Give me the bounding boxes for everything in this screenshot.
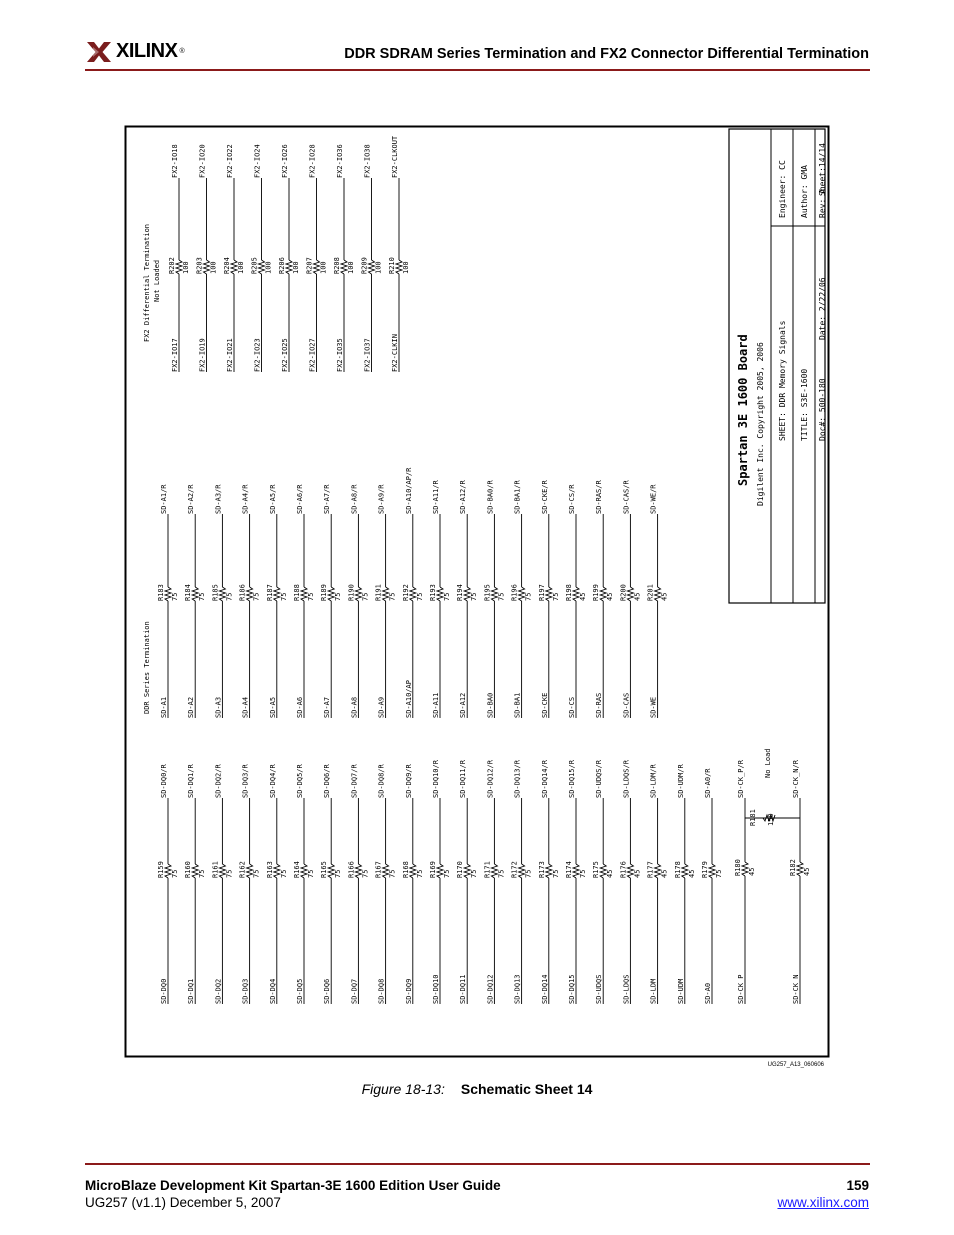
resistor-ref: R170	[456, 861, 465, 878]
resistor-ref: R188	[293, 584, 301, 601]
ddr-heading: DDR Series Termination	[143, 621, 151, 714]
resistor-ref: R208	[333, 257, 341, 274]
resistor-value: 45	[748, 867, 756, 876]
net-label-right: SD-A1/R	[160, 484, 168, 514]
net-label-right: SD-DQ3/R	[241, 764, 250, 798]
resistor-value: 100	[347, 261, 355, 274]
resistor-value: 75	[551, 869, 560, 878]
net-label-right: SD-DQ12/R	[486, 760, 495, 798]
resistor-ref: R207	[305, 257, 314, 274]
net-label-right: SD-DQ6/R	[323, 764, 332, 798]
resistor-ref: R198	[565, 584, 573, 601]
net-label-right: SD-RAS/R	[595, 480, 604, 514]
net-label-left: SD-DQ8	[377, 978, 386, 1004]
net-label-right: SD-LDM/R	[649, 764, 658, 798]
resistor-ref: R193	[429, 584, 437, 601]
figure-caption	[0, 1081, 954, 1097]
doc-number: Doc#: 500-180	[818, 378, 827, 441]
fx2-heading: FX2 Differential Termination	[143, 223, 151, 342]
footer-right	[777, 1177, 869, 1211]
resistor-ref: R159	[157, 861, 165, 878]
resistor-value: 75	[579, 869, 587, 878]
resistor-value: 75	[524, 592, 533, 601]
net-label-right: SD-CAS/R	[622, 480, 631, 514]
resistor-value: 100	[209, 261, 218, 274]
net-label-left: SD-DQ1	[187, 978, 196, 1004]
resistor-value: 75	[198, 869, 207, 878]
xilinx-logo	[86, 40, 185, 63]
header-rule	[85, 69, 870, 71]
net-label-left: SD-DQ5	[296, 978, 304, 1004]
resistor-ref: R192	[401, 584, 410, 601]
net-label-left: SD-RAS	[595, 692, 604, 718]
net-label-left: SD-A10/AP	[404, 680, 413, 718]
resistor-value: 75	[415, 592, 424, 601]
board-name: Spartan 3E 1600 Board	[736, 334, 750, 486]
resistor-ref: R189	[320, 584, 329, 601]
net-label-left: SD-DQ4	[268, 978, 277, 1004]
resistor-value: 75	[443, 592, 451, 601]
resistor-ref: R176	[619, 861, 628, 878]
resistor-value: 75	[497, 592, 506, 601]
resistor-value: 75	[470, 869, 479, 878]
resistor-ref: R186	[238, 584, 247, 601]
resistor-value: 100	[182, 261, 190, 274]
net-label-left: SD-UDM	[676, 978, 685, 1004]
net-label-right: SD-A9/R	[377, 484, 386, 514]
net-label-left: SD-DQ7	[350, 978, 359, 1004]
net-label-left: SD-WE	[649, 696, 658, 718]
resistor-ref: R182	[789, 859, 797, 876]
resistor-value: 75	[252, 592, 261, 601]
net-label-left: FX2-CLKIN	[391, 334, 399, 372]
net-label-right: SD-CKE/R	[540, 480, 549, 514]
figure-label: Figure 18-13:	[361, 1081, 445, 1097]
net-label-right: SD-A4/R	[241, 484, 250, 514]
sheet-number: Sheet:14/14	[818, 143, 827, 196]
net-label-right: SD-A7/R	[323, 484, 332, 514]
resistor-value: 100	[292, 261, 300, 274]
resistor-value: 75	[388, 869, 397, 878]
resistor-ref: R171	[483, 861, 492, 878]
resistor-ref: R161	[211, 861, 220, 878]
figure-caption-text: Schematic Sheet 14	[460, 1081, 593, 1097]
resistor-value: 45	[660, 869, 669, 878]
net-label-right: SD-A5/R	[268, 484, 277, 514]
resistor-value: 75	[497, 869, 506, 878]
net-label-right: SD-A11/R	[432, 480, 440, 514]
resistor-ref: R183	[157, 584, 165, 601]
resistor-ref: R175	[592, 861, 601, 878]
resistor-value: 75	[279, 869, 288, 878]
resistor-ref: R169	[429, 861, 437, 878]
net-label-right: SD-DQ4/R	[268, 764, 277, 798]
net-label-right: SD-DQ10/R	[432, 760, 440, 798]
net-label-left: SD-DQ13	[513, 974, 522, 1004]
resistor-value: 75	[524, 869, 533, 878]
page-header-title: DDR SDRAM Series Termination and FX2 Connector Differential Termination	[344, 46, 869, 62]
resistor-ref: R160	[184, 861, 193, 878]
net-label-left: SD-A0	[704, 982, 712, 1004]
resistor-value: 75	[225, 592, 234, 601]
net-label-left: SD-A2	[187, 696, 196, 718]
resistor-value: 75	[225, 869, 234, 878]
no-load-note: No Load	[764, 748, 772, 778]
resistor-ref: R172	[510, 861, 519, 878]
engineer: Engineer: CC	[778, 160, 787, 218]
net-label-left: SD-A11	[432, 692, 440, 718]
net-label-right: SD-A12/R	[459, 480, 468, 514]
resistor-value: 45	[606, 592, 615, 601]
resistor-value: 100	[264, 261, 273, 274]
net-label-left: FX2-IO35	[336, 338, 344, 372]
resistor-ref: R184	[184, 584, 193, 601]
resistor-ref: R206	[278, 257, 286, 274]
resistor-ref: R187	[265, 584, 274, 601]
resistor-ref: R204	[223, 257, 231, 274]
net-label-right: SD-DQ14/R	[540, 760, 549, 798]
net-label-right: SD-CK_N/R	[792, 760, 800, 798]
copyright: Digilent Inc. Copyright 2005, 2006	[756, 342, 765, 506]
date: Date: 2/22/06	[818, 277, 827, 340]
net-label-left: SD-DQ3	[241, 978, 250, 1004]
sheet-title: TITLE: S3E-1600	[800, 368, 809, 441]
net-label-left: SD-CK_P	[737, 974, 745, 1004]
resistor-value: 100	[402, 261, 410, 274]
net-label-right: SD-A8/R	[350, 484, 359, 514]
resistor-value: 75	[715, 869, 723, 878]
net-label-right: SD-BA1/R	[513, 480, 522, 514]
footer-left	[85, 1177, 501, 1211]
net-label-left: FX2-IO19	[198, 338, 207, 372]
resistor-ref: R180	[734, 859, 742, 876]
net-label-right: SD-DQ9/R	[404, 764, 413, 798]
net-label-right: SD-DQ5/R	[296, 764, 304, 798]
resistor-ref: R210	[388, 257, 396, 274]
resistor-value: 75	[252, 869, 261, 878]
net-label-left: FX2-IO21	[226, 338, 234, 372]
net-label-left: FX2-IO37	[363, 338, 372, 372]
author: Author: GMA	[800, 165, 809, 218]
resistor-ref: R163	[265, 861, 274, 878]
resistor-value: 75	[171, 592, 179, 601]
net-label-left: SD-DQ2	[214, 978, 223, 1004]
revision: Rev: A	[818, 189, 827, 218]
resistor-ref: R165	[320, 861, 329, 878]
resistor-value: 100	[237, 261, 245, 274]
net-label-left: SD-BA0	[486, 692, 495, 718]
net-label-left: FX2-IO27	[308, 338, 317, 372]
resistor-value: 75	[307, 869, 315, 878]
resistor-value: 75	[307, 592, 315, 601]
resistor-value: 75	[415, 869, 424, 878]
net-label-left: SD-DQ12	[486, 974, 495, 1004]
xilinx-website-link[interactable]: www.xilinx.com	[777, 1195, 869, 1210]
net-label-left: SD-DQ10	[432, 974, 440, 1004]
resistor-value: 45	[633, 592, 642, 601]
net-label-right: SD-DQ13/R	[513, 760, 522, 798]
net-label-right: SD-DQ1/R	[187, 764, 196, 798]
resistor-ref: R197	[537, 584, 546, 601]
net-label-right: SD-DQ0/R	[160, 764, 168, 798]
net-label-left: SD-DQ15	[568, 974, 576, 1004]
termination-resistor-ref: R181	[749, 809, 757, 826]
net-label-left: FX2-IO25	[281, 338, 289, 372]
registered-mark: ®	[179, 48, 185, 55]
net-label-right: FX2-IO18	[171, 144, 179, 178]
resistor-ref: R200	[619, 584, 628, 601]
net-label-right: SD-DQ2/R	[214, 764, 223, 798]
resistor-value: 45	[633, 869, 642, 878]
net-label-left: FX2-IO17	[171, 338, 179, 372]
net-label-right: FX2-IO24	[253, 144, 262, 178]
resistor-value: 75	[334, 592, 343, 601]
resistor-value: 45	[579, 592, 587, 601]
resistor-value: 75	[361, 869, 370, 878]
net-label-right: SD-A0/R	[704, 768, 712, 798]
resistor-value: 75	[279, 592, 288, 601]
net-label-right: SD-DQ15/R	[568, 760, 576, 798]
net-label-left: SD-UDQS	[595, 974, 604, 1004]
resistor-value: 45	[687, 869, 696, 878]
resistor-value: 75	[334, 869, 343, 878]
net-label-right: SD-CS/R	[568, 484, 576, 514]
resistor-value: 45	[803, 867, 811, 876]
resistor-value: 75	[361, 592, 370, 601]
resistor-ref: R190	[347, 584, 356, 601]
net-label-right: FX2-IO38	[363, 144, 372, 178]
net-label-right: SD-BA0/R	[486, 480, 495, 514]
net-label-right: SD-A6/R	[296, 484, 304, 514]
net-label-left: SD-DQ0	[160, 978, 168, 1004]
resistor-ref: R166	[347, 861, 356, 878]
resistor-ref: R173	[537, 861, 546, 878]
fx2-not-loaded-note: Not Loaded	[153, 259, 161, 302]
footer-doc-version: UG257 (v1.1) December 5, 2007	[85, 1195, 281, 1210]
resistor-value: 75	[171, 869, 179, 878]
net-label-right: SD-LDQS/R	[622, 760, 631, 798]
resistor-ref: R162	[238, 861, 247, 878]
net-label-left: SD-A9	[377, 696, 386, 718]
net-label-right: SD-UDM/R	[676, 764, 685, 798]
net-label-right: SD-A3/R	[214, 484, 223, 514]
net-label-left: SD-A1	[160, 696, 168, 718]
resistor-value: 45	[606, 869, 615, 878]
resistor-value: 75	[551, 592, 560, 601]
net-label-left: SD-A6	[296, 696, 304, 718]
resistor-ref: R202	[168, 257, 176, 274]
resistor-value: 100	[374, 261, 383, 274]
resistor-value: 100	[319, 261, 328, 274]
net-label-left: SD-A8	[350, 696, 359, 718]
resistor-ref: R205	[250, 257, 259, 274]
resistor-value: 75	[443, 869, 451, 878]
net-label-right: FX2-IO22	[226, 144, 234, 178]
net-label-left: SD-DQ11	[459, 974, 468, 1004]
net-label-right: SD-DQ11/R	[459, 760, 468, 798]
page-number: 159	[846, 1178, 869, 1193]
net-label-left: FX2-IO23	[253, 338, 262, 372]
xilinx-mark-icon	[86, 41, 112, 63]
resistor-value: 75	[470, 592, 479, 601]
net-label-left: SD-BA1	[513, 692, 522, 718]
net-label-left: SD-DQ14	[540, 974, 549, 1004]
resistor-ref: R174	[565, 861, 573, 878]
termination-resistor-value: 150	[767, 813, 775, 826]
net-label-right: FX2-CLKOUT	[391, 135, 399, 178]
net-label-right: SD-CK_P/R	[737, 760, 745, 798]
resistor-ref: R168	[401, 861, 410, 878]
resistor-ref: R167	[374, 861, 383, 878]
sheet-name: SHEET: DDR Memory Signals	[778, 320, 787, 441]
net-label-right: SD-WE/R	[649, 484, 658, 514]
net-label-right: FX2-IO28	[308, 144, 317, 178]
resistor-ref: R201	[646, 584, 655, 601]
resistor-value: 75	[388, 592, 397, 601]
net-label-right: FX2-IO36	[336, 144, 344, 178]
figure-id: UG257_A13_060606	[767, 1062, 824, 1068]
resistor-ref: R196	[510, 584, 519, 601]
schematic-sheet	[125, 126, 830, 1068]
net-label-left: SD-CK_N	[792, 974, 800, 1004]
resistor-ref: R178	[673, 861, 682, 878]
net-label-left: SD-A3	[214, 696, 223, 718]
net-label-left: SD-CKE	[540, 692, 549, 718]
net-label-right: SD-A10/AP/R	[404, 467, 413, 514]
resistor-ref: R191	[374, 584, 383, 601]
resistor-value: 45	[660, 592, 669, 601]
resistor-ref: R209	[360, 257, 369, 274]
resistor-ref: R177	[646, 861, 655, 878]
net-label-left: SD-CS	[568, 696, 576, 718]
resistor-ref: R194	[456, 584, 465, 601]
resistor-value: 75	[198, 592, 207, 601]
net-label-left: SD-CAS	[622, 692, 631, 718]
net-label-right: SD-UDQS/R	[595, 760, 604, 798]
logo-wordmark: XILINX	[116, 40, 178, 62]
resistor-ref: R179	[701, 861, 709, 878]
net-label-left: SD-DQ9	[404, 978, 413, 1004]
net-label-right: SD-DQ7/R	[350, 764, 359, 798]
resistor-ref: R203	[195, 257, 204, 274]
net-label-right: FX2-IO20	[198, 144, 207, 178]
footer-rule	[85, 1163, 870, 1165]
net-label-left: SD-A12	[459, 692, 468, 718]
footer-guide-title: MicroBlaze Development Kit Spartan-3E 1600 Edition User Guide	[85, 1178, 501, 1193]
resistor-ref: R164	[293, 861, 301, 878]
net-label-right: SD-DQ8/R	[377, 764, 386, 798]
net-label-right: SD-A2/R	[187, 484, 196, 514]
resistor-ref: R185	[211, 584, 220, 601]
net-label-left: SD-LDM	[649, 978, 658, 1004]
net-label-right: FX2-IO26	[281, 144, 289, 178]
net-label-left: SD-LDQS	[622, 974, 631, 1004]
resistor-ref: R199	[592, 584, 601, 601]
resistor-ref: R195	[483, 584, 492, 601]
net-label-left: SD-A5	[268, 696, 277, 718]
net-label-left: SD-A4	[241, 696, 250, 718]
net-label-left: SD-A7	[323, 696, 332, 718]
net-label-left: SD-DQ6	[323, 978, 332, 1004]
